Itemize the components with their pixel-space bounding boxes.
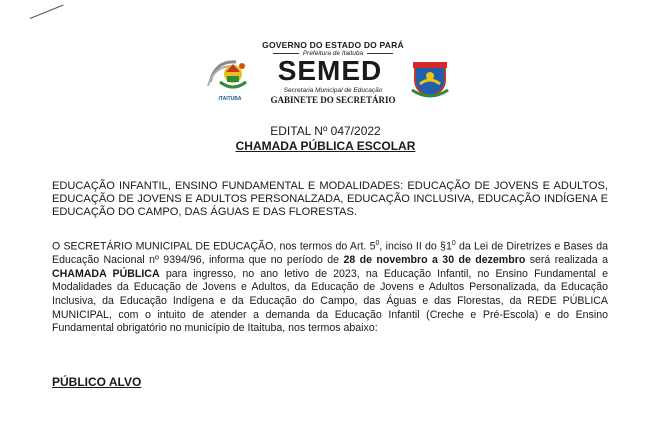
- superscript-1: 0: [375, 240, 380, 247]
- office-name: GABINETE DO SECRETÁRIO: [270, 95, 396, 105]
- public-call-label: CHAMADA PÚBLICA: [52, 267, 160, 280]
- body-text-1: O SECRETÁRIO MUNICIPAL DE EDUCAÇÃO, nos termos do Art. 5: [52, 240, 376, 253]
- coat-of-arms-logo: [206, 52, 252, 96]
- body-text-2: , inciso II do §1: [379, 240, 452, 253]
- date-range: 28 de novembro a 30 de dezembro: [343, 254, 526, 267]
- semed-logotype: SEMED: [277, 55, 383, 86]
- shield-badge-logo: [410, 58, 450, 98]
- body-text-4: será realizada a: [525, 254, 608, 267]
- body-text-5: para ingresso, no ano letivo de 2023, na Educação Infantil, no Ensino Fundamental e Modalidades da Educação de Jovens e Adultos, da Educação de Jovens e Adultos Personalizada, da Educação Inclusiva, da Educação Indígena e da Educação do Campo, das Águas e das Florestas, da REDE PÚBLICA MUNICIPAL, com o intuito de atender a demanda da Educação Infantil (Creche e Pré-Escola) e do Ensino Fundamental obrigatório no município de Itaituba, nos termos abaixo:: [52, 267, 608, 335]
- coat-of-arms-caption: ITAITUBA: [218, 96, 242, 102]
- document-title: [0, 139, 651, 153]
- body-paragraph: [52, 237, 608, 336]
- government-name: GOVERNO DO ESTADO DO PARÁ: [262, 40, 404, 50]
- intro-paragraph: EDUCAÇÃO INFANTIL, ENSINO FUNDAMENTAL E MODALIDADES: EDUCAÇÃO DE JOVENS E ADULTOS, EDUCAÇÃO DE JOVENS E ADULTOS PERSONALZADA, EDUCAÇÃO INCLUSIVA, EDUCAÇÃO INDÍGENA E EDUCAÇÃO DO CAMPO, DAS ÁGUAS E DAS FLORESTAS.: [52, 180, 608, 219]
- edital-number: EDITAL Nº 047/2022: [270, 124, 381, 138]
- document-title-text: CHAMADA PÚBLICA ESCOLAR: [235, 139, 416, 153]
- letterhead: [198, 40, 468, 112]
- pen-stroke-mark: [30, 5, 64, 19]
- section-heading: PÚBLICO ALVO: [52, 375, 142, 389]
- body-text-3: da Lei de Diretrizes e Bases da Educação Nacional nº 9394/96, informa que no período de: [52, 240, 608, 267]
- secretariat-name: Secretaria Municipal de Educação: [283, 87, 383, 94]
- superscript-2: 0: [451, 240, 456, 247]
- prefecture-name: Prefeitura de Itaituba: [248, 50, 418, 57]
